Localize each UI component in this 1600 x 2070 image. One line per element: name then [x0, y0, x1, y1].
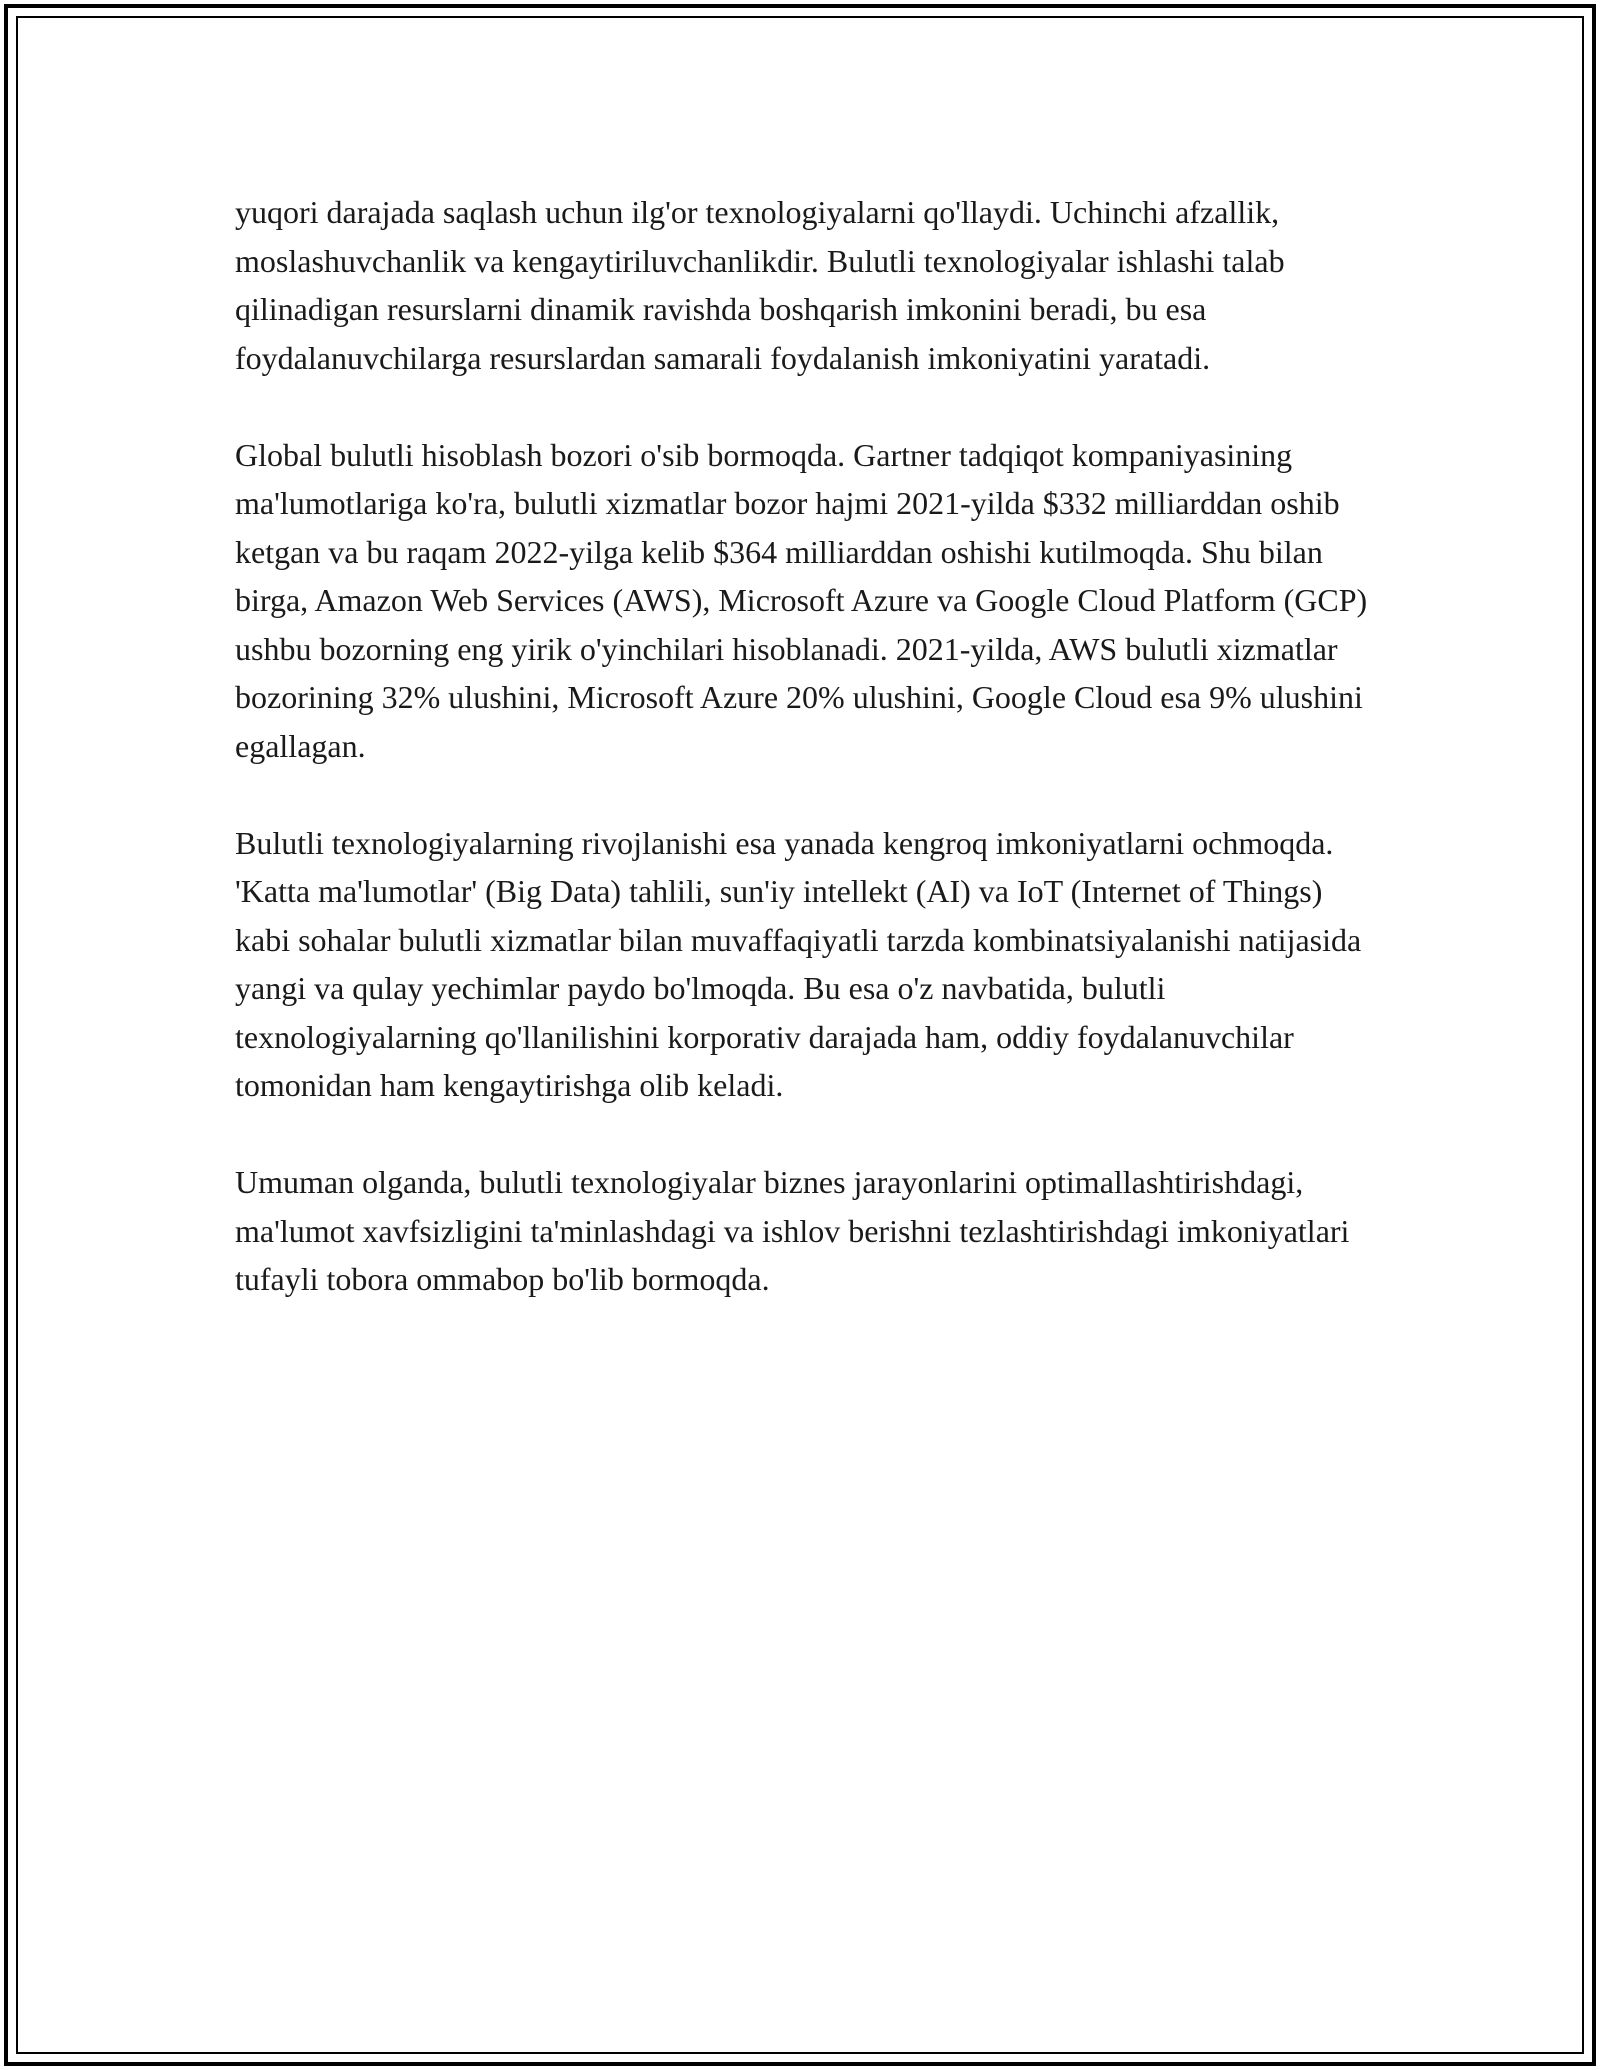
paragraph: Bulutli texnologiyalarning rivojlanishi esa yanada kengroq imkoniyatlarni ochmoqda. 'Katta ma'lumotlar' (Big Data) tahlili, sun'iy intellekt (AI) va IoT (Internet of Things) kabi sohalar bulutli xizmatlar bilan muvaffaqiyatli tarzda kombinatsiyalanishi natijasida yangi va qulay yechimlar paydo bo'lmoqda. Bu esa o'z navbatida, bulutli texnologiyalarning qo'llanilishini korporativ darajada ham, oddiy foydalanuvchilar tomonidan ham kengaytirishga olib keladi.	[235, 824, 1362, 1103]
paragraph: Umuman olganda, bulutli texnologiyalar biznes jarayonlarini optimallashtirishdagi, ma'lumot xavfsizligini ta'minlashdagi va ishlov berishni tezlashtirishdagi imkoniyatlari tufayli tobora ommabop bo'lib bormoqda.	[235, 1164, 1350, 1297]
paragraph: Global bulutli hisoblash bozori o'sib bormoqda. Gartner tadqiqot kompaniyasining ma'lumotlariga ko'ra, bulutli xizmatlar bozor hajmi 2021-yilda $332 milliarddan oshib ketgan va bu raqam 2022-yilga kelib $364 milliarddan oshishi kutilmoqda. Shu bilan birga, Amazon Web Services (AWS), Microsoft Azure va Google Cloud Platform (GCP) ushbu bozorning eng yirik o'yinchilari hisoblanadi. 2021-yilda, AWS bulutli xizmatlar bozorining 32% ulushini, Microsoft Azure 20% ulushini, Google Cloud esa 9% ulushini egallagan.	[235, 436, 1368, 764]
document-body	[235, 188, 1380, 1304]
paragraph: yuqori darajada saqlash uchun ilg'or texnologiyalarni qo'llaydi. Uchinchi afzallik, moslashuvchanlik va kengaytiriluvchanlikdir. Bulutli texnologiyalar ishlashi talab qilinadigan resurslarni dinamik ravishda boshqarish imkonini beradi, bu esa foydalanuvchilarga resurslardan samarali foydalanish imkoniyatini yaratadi.	[235, 194, 1285, 376]
